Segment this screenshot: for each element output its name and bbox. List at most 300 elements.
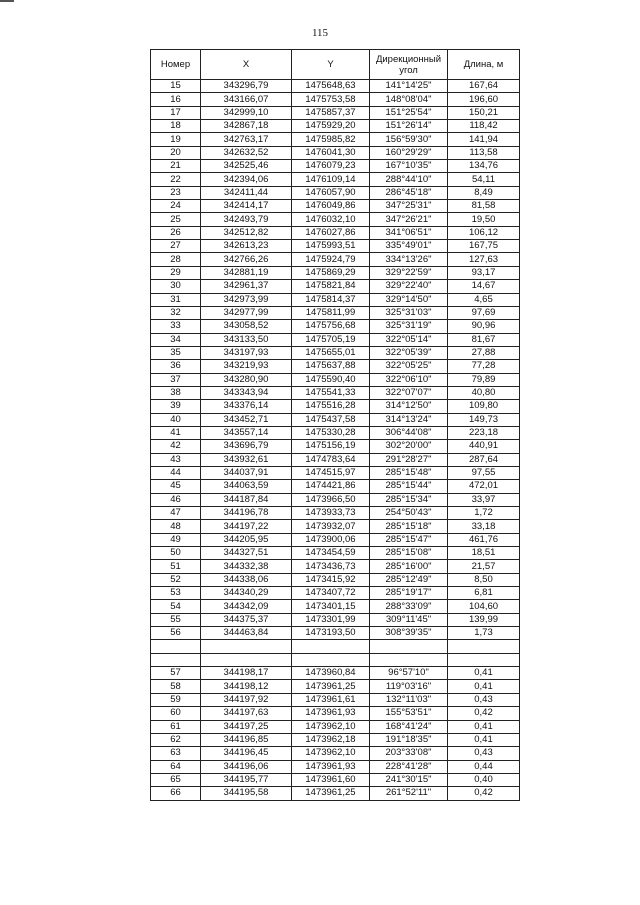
table-row	[151, 627, 520, 640]
cell-length: 4,65	[448, 293, 520, 306]
empty-cell	[201, 640, 292, 653]
cell-number: 48	[151, 520, 201, 533]
cell-y: 1473961,60	[292, 773, 370, 786]
cell-length: 90,96	[448, 320, 520, 333]
table-row	[151, 600, 520, 613]
cell-y: 1475516,28	[292, 400, 370, 413]
cell-direction-angle: 141°14'25"	[370, 80, 448, 93]
cell-x: 343452,71	[201, 413, 292, 426]
cell-x: 344198,17	[201, 667, 292, 680]
cell-number: 57	[151, 667, 201, 680]
cell-direction-angle: 314°12'50"	[370, 400, 448, 413]
header-length: Длина, м	[448, 50, 520, 80]
cell-y: 1475637,88	[292, 360, 370, 373]
table-row	[151, 573, 520, 586]
cell-x: 344205,95	[201, 533, 292, 546]
cell-length: 196,60	[448, 93, 520, 106]
cell-number: 31	[151, 293, 201, 306]
cell-direction-angle: 151°25'54"	[370, 106, 448, 119]
cell-number: 66	[151, 787, 201, 800]
cell-direction-angle: 314°13'24"	[370, 413, 448, 426]
table-row	[151, 280, 520, 293]
cell-y: 1475705,19	[292, 333, 370, 346]
cell-direction-angle: 335°49'01"	[370, 240, 448, 253]
cell-y: 1474421,86	[292, 480, 370, 493]
table-row	[151, 293, 520, 306]
cell-x: 344463,84	[201, 627, 292, 640]
cell-length: 472,01	[448, 480, 520, 493]
empty-cell	[292, 653, 370, 666]
cell-y: 1474783,64	[292, 453, 370, 466]
table-row	[151, 426, 520, 439]
cell-length: 40,80	[448, 386, 520, 399]
cell-y: 1476057,90	[292, 186, 370, 199]
table-row	[151, 720, 520, 733]
cell-direction-angle: 329°22'40"	[370, 280, 448, 293]
cell-number: 36	[151, 360, 201, 373]
header-direction-angle: Дирекционный угол	[370, 50, 448, 80]
cell-x: 344197,22	[201, 520, 292, 533]
cell-y: 1475541,33	[292, 386, 370, 399]
cell-x: 344327,51	[201, 547, 292, 560]
cell-x: 344332,38	[201, 560, 292, 573]
cell-number: 22	[151, 173, 201, 186]
cell-y: 1475648,63	[292, 80, 370, 93]
cell-x: 342394,06	[201, 173, 292, 186]
table-row	[151, 480, 520, 493]
cell-y: 1473966,50	[292, 493, 370, 506]
cell-y: 1475756,68	[292, 320, 370, 333]
cell-x: 344195,58	[201, 787, 292, 800]
cell-length: 0,41	[448, 733, 520, 746]
table-row	[151, 173, 520, 186]
cell-number: 55	[151, 613, 201, 626]
table-row	[151, 587, 520, 600]
table-row	[151, 80, 520, 93]
cell-direction-angle: 308°39'35"	[370, 627, 448, 640]
table-row	[151, 493, 520, 506]
cell-length: 287,64	[448, 453, 520, 466]
cell-direction-angle: 132°11'03"	[370, 693, 448, 706]
table-body	[151, 80, 520, 801]
table-row	[151, 320, 520, 333]
cell-y: 1473401,15	[292, 600, 370, 613]
cell-length: 149,73	[448, 413, 520, 426]
table-row	[151, 240, 520, 253]
cell-x: 342961,37	[201, 280, 292, 293]
table-row	[151, 213, 520, 226]
empty-cell	[370, 653, 448, 666]
cell-y: 1475985,82	[292, 133, 370, 146]
cell-number: 61	[151, 720, 201, 733]
cell-number: 59	[151, 693, 201, 706]
cell-length: 0,41	[448, 680, 520, 693]
cell-length: 139,99	[448, 613, 520, 626]
cell-number: 18	[151, 120, 201, 133]
cell-y: 1475330,28	[292, 426, 370, 439]
cell-y: 1473436,73	[292, 560, 370, 573]
cell-number: 19	[151, 133, 201, 146]
cell-direction-angle: 347°25'31"	[370, 200, 448, 213]
table-row	[151, 106, 520, 119]
table-row	[151, 133, 520, 146]
cell-x: 343133,50	[201, 333, 292, 346]
table-row	[151, 707, 520, 720]
cell-direction-angle: 286°45'18"	[370, 186, 448, 199]
cell-number: 35	[151, 346, 201, 359]
table-row	[151, 440, 520, 453]
cell-length: 33,97	[448, 493, 520, 506]
cell-x: 343932,61	[201, 453, 292, 466]
table-row	[151, 680, 520, 693]
cell-direction-angle: 254°50'43"	[370, 507, 448, 520]
header-number: Номер	[151, 50, 201, 80]
empty-cell	[151, 653, 201, 666]
cell-length: 81,67	[448, 333, 520, 346]
cell-x: 342613,23	[201, 240, 292, 253]
cell-y: 1475821,84	[292, 280, 370, 293]
cell-y: 1473961,93	[292, 760, 370, 773]
cell-x: 344196,85	[201, 733, 292, 746]
cell-x: 342525,46	[201, 160, 292, 173]
cell-length: 223,18	[448, 426, 520, 439]
cell-length: 18,51	[448, 547, 520, 560]
cell-y: 1473415,92	[292, 573, 370, 586]
cell-x: 343376,14	[201, 400, 292, 413]
cell-direction-angle: 155°53'51"	[370, 707, 448, 720]
cell-direction-angle: 96°57'10"	[370, 667, 448, 680]
table-row	[151, 400, 520, 413]
cell-number: 65	[151, 773, 201, 786]
cell-number: 34	[151, 333, 201, 346]
cell-number: 63	[151, 747, 201, 760]
cell-number: 52	[151, 573, 201, 586]
cell-y: 1473962,10	[292, 747, 370, 760]
table-row	[151, 186, 520, 199]
cell-direction-angle: 168°41'24"	[370, 720, 448, 733]
cell-y: 1475655,01	[292, 346, 370, 359]
table-row	[151, 360, 520, 373]
cell-y: 1475924,79	[292, 253, 370, 266]
cell-number: 15	[151, 80, 201, 93]
table-row	[151, 787, 520, 800]
cell-length: 0,43	[448, 693, 520, 706]
cell-direction-angle: 261°52'11"	[370, 787, 448, 800]
cell-y: 1473454,59	[292, 547, 370, 560]
cell-direction-angle: 334°13'26"	[370, 253, 448, 266]
cell-x: 342973,99	[201, 293, 292, 306]
cell-x: 344338,06	[201, 573, 292, 586]
cell-y: 1476027,86	[292, 226, 370, 239]
cell-number: 56	[151, 627, 201, 640]
table-row	[151, 120, 520, 133]
cell-length: 0,42	[448, 787, 520, 800]
cell-x: 342411,44	[201, 186, 292, 199]
table-row	[151, 667, 520, 680]
table-row	[151, 693, 520, 706]
cell-x: 342632,52	[201, 146, 292, 159]
cell-direction-angle: 322°05'25"	[370, 360, 448, 373]
cell-x: 343197,93	[201, 346, 292, 359]
cell-direction-angle: 285°15'44"	[370, 480, 448, 493]
cell-length: 109,80	[448, 400, 520, 413]
cell-number: 62	[151, 733, 201, 746]
cell-length: 6,81	[448, 587, 520, 600]
cell-x: 342977,99	[201, 306, 292, 319]
table-row	[151, 226, 520, 239]
cell-y: 1475753,58	[292, 93, 370, 106]
cell-length: 118,42	[448, 120, 520, 133]
cell-direction-angle: 203°33'08"	[370, 747, 448, 760]
cell-length: 0,44	[448, 760, 520, 773]
cell-x: 342766,26	[201, 253, 292, 266]
cell-direction-angle: 151°26'14"	[370, 120, 448, 133]
cell-direction-angle: 119°03'16"	[370, 680, 448, 693]
cell-y: 1476049,86	[292, 200, 370, 213]
cell-direction-angle: 341°06'51"	[370, 226, 448, 239]
cell-direction-angle: 285°12'49"	[370, 573, 448, 586]
cell-y: 1473962,10	[292, 720, 370, 733]
cell-length: 167,75	[448, 240, 520, 253]
cell-length: 127,63	[448, 253, 520, 266]
cell-number: 64	[151, 760, 201, 773]
cell-length: 167,64	[448, 80, 520, 93]
cell-number: 60	[151, 707, 201, 720]
cell-x: 344197,25	[201, 720, 292, 733]
cell-number: 25	[151, 213, 201, 226]
cell-direction-angle: 322°07'07"	[370, 386, 448, 399]
cell-number: 30	[151, 280, 201, 293]
cell-number: 29	[151, 266, 201, 279]
cell-number: 53	[151, 587, 201, 600]
cell-x: 342999,10	[201, 106, 292, 119]
cell-number: 27	[151, 240, 201, 253]
cell-number: 54	[151, 600, 201, 613]
empty-cell	[292, 640, 370, 653]
cell-y: 1475869,29	[292, 266, 370, 279]
cell-x: 344375,37	[201, 613, 292, 626]
cell-length: 8,49	[448, 186, 520, 199]
header-x: X	[201, 50, 292, 80]
cell-length: 113,58	[448, 146, 520, 159]
table-row	[151, 613, 520, 626]
cell-number: 33	[151, 320, 201, 333]
cell-direction-angle: 228°41'28"	[370, 760, 448, 773]
cell-direction-angle: 288°44'10"	[370, 173, 448, 186]
cell-y: 1475437,58	[292, 413, 370, 426]
cell-length: 134,76	[448, 160, 520, 173]
cell-y: 1475814,37	[292, 293, 370, 306]
cell-length: 14,67	[448, 280, 520, 293]
cell-number: 26	[151, 226, 201, 239]
cell-number: 38	[151, 386, 201, 399]
cell-x: 343219,93	[201, 360, 292, 373]
cell-y: 1473961,93	[292, 707, 370, 720]
cell-number: 37	[151, 373, 201, 386]
cell-y: 1476079,23	[292, 160, 370, 173]
table-row	[151, 386, 520, 399]
cell-length: 0,43	[448, 747, 520, 760]
cell-number: 47	[151, 507, 201, 520]
cell-x: 343296,79	[201, 80, 292, 93]
cell-x: 342414,17	[201, 200, 292, 213]
empty-cell	[448, 640, 520, 653]
cell-length: 440,91	[448, 440, 520, 453]
cell-direction-angle: 191°18'35"	[370, 733, 448, 746]
cell-y: 1475929,20	[292, 120, 370, 133]
empty-cell	[448, 653, 520, 666]
table-row	[151, 747, 520, 760]
cell-length: 1,72	[448, 507, 520, 520]
cell-y: 1474515,97	[292, 466, 370, 479]
cell-direction-angle: 322°06'10"	[370, 373, 448, 386]
cell-length: 79,89	[448, 373, 520, 386]
cell-direction-angle: 291°28'27"	[370, 453, 448, 466]
table-row	[151, 760, 520, 773]
cell-length: 461,76	[448, 533, 520, 546]
cell-y: 1475857,37	[292, 106, 370, 119]
cell-x: 344197,92	[201, 693, 292, 706]
cell-y: 1473407,72	[292, 587, 370, 600]
cell-y: 1473932,07	[292, 520, 370, 533]
cell-direction-angle: 322°05'39"	[370, 346, 448, 359]
coordinates-table	[150, 49, 520, 801]
cell-x: 343343,94	[201, 386, 292, 399]
cell-number: 21	[151, 160, 201, 173]
cell-y: 1473933,73	[292, 507, 370, 520]
cell-y: 1473301,99	[292, 613, 370, 626]
table-row	[151, 93, 520, 106]
cell-y: 1473961,25	[292, 680, 370, 693]
table-row	[151, 453, 520, 466]
table-row	[151, 533, 520, 546]
cell-length: 81,58	[448, 200, 520, 213]
cell-x: 343696,79	[201, 440, 292, 453]
table-row	[151, 266, 520, 279]
cell-y: 1475590,40	[292, 373, 370, 386]
table-row	[151, 507, 520, 520]
table-row	[151, 413, 520, 426]
cell-length: 1,73	[448, 627, 520, 640]
cell-direction-angle: 156°59'30"	[370, 133, 448, 146]
table-row	[151, 773, 520, 786]
cell-number: 46	[151, 493, 201, 506]
cell-length: 77,28	[448, 360, 520, 373]
cell-x: 344195,77	[201, 773, 292, 786]
cell-y: 1473962,18	[292, 733, 370, 746]
cell-y: 1475811,99	[292, 306, 370, 319]
cell-number: 28	[151, 253, 201, 266]
cell-number: 32	[151, 306, 201, 319]
cell-y: 1475156,19	[292, 440, 370, 453]
cell-length: 93,17	[448, 266, 520, 279]
cell-x: 344187,84	[201, 493, 292, 506]
table-row	[151, 346, 520, 359]
cell-y: 1473960,84	[292, 667, 370, 680]
table-row	[151, 160, 520, 173]
cell-number: 42	[151, 440, 201, 453]
table-row	[151, 306, 520, 319]
cell-y: 1476032,10	[292, 213, 370, 226]
cell-length: 0,41	[448, 720, 520, 733]
cell-x: 344063,59	[201, 480, 292, 493]
cell-length: 97,69	[448, 306, 520, 319]
cell-direction-angle: 285°15'34"	[370, 493, 448, 506]
cell-x: 342512,82	[201, 226, 292, 239]
cell-x: 344340,29	[201, 587, 292, 600]
cell-x: 344198,12	[201, 680, 292, 693]
cell-direction-angle: 325°31'03"	[370, 306, 448, 319]
cell-x: 342763,17	[201, 133, 292, 146]
cell-x: 343058,52	[201, 320, 292, 333]
cell-direction-angle: 285°15'08"	[370, 547, 448, 560]
cell-x: 344196,45	[201, 747, 292, 760]
table-row	[151, 466, 520, 479]
cell-y: 1473961,61	[292, 693, 370, 706]
cell-y: 1475993,51	[292, 240, 370, 253]
table-row	[151, 520, 520, 533]
cell-number: 43	[151, 453, 201, 466]
cell-length: 106,12	[448, 226, 520, 239]
cell-x: 344196,78	[201, 507, 292, 520]
cell-x: 342881,19	[201, 266, 292, 279]
cell-x: 342867,18	[201, 120, 292, 133]
cell-length: 0,42	[448, 707, 520, 720]
table-header-row	[151, 50, 520, 80]
table-row	[151, 547, 520, 560]
cell-length: 8,50	[448, 573, 520, 586]
cell-y: 1476041,30	[292, 146, 370, 159]
cell-number: 41	[151, 426, 201, 439]
cell-number: 39	[151, 400, 201, 413]
cell-direction-angle: 285°15'48"	[370, 466, 448, 479]
table-gap-row	[151, 653, 520, 666]
cell-x: 343166,07	[201, 93, 292, 106]
cell-x: 344197,63	[201, 707, 292, 720]
table-row	[151, 333, 520, 346]
table-row	[151, 560, 520, 573]
cell-x: 343280,90	[201, 373, 292, 386]
cell-direction-angle: 325°31'19"	[370, 320, 448, 333]
cell-direction-angle: 306°44'08"	[370, 426, 448, 439]
table-row	[151, 733, 520, 746]
cell-direction-angle: 329°14'50"	[370, 293, 448, 306]
cell-length: 19,50	[448, 213, 520, 226]
cell-number: 20	[151, 146, 201, 159]
cell-length: 97,55	[448, 466, 520, 479]
table-gap-row	[151, 640, 520, 653]
cell-y: 1473900,06	[292, 533, 370, 546]
cell-length: 21,57	[448, 560, 520, 573]
cell-direction-angle: 285°15'47"	[370, 533, 448, 546]
cell-number: 51	[151, 560, 201, 573]
table-row	[151, 146, 520, 159]
cell-number: 49	[151, 533, 201, 546]
cell-direction-angle: 322°05'14"	[370, 333, 448, 346]
table-row	[151, 373, 520, 386]
cell-length: 0,40	[448, 773, 520, 786]
cell-number: 44	[151, 466, 201, 479]
cell-number: 16	[151, 93, 201, 106]
cell-number: 40	[151, 413, 201, 426]
page-edge-mark	[0, 0, 14, 2]
page-number: 115	[311, 27, 329, 39]
cell-x: 344196,06	[201, 760, 292, 773]
cell-length: 141,94	[448, 133, 520, 146]
cell-direction-angle: 160°29'29"	[370, 146, 448, 159]
cell-direction-angle: 241°30'15"	[370, 773, 448, 786]
empty-cell	[201, 653, 292, 666]
